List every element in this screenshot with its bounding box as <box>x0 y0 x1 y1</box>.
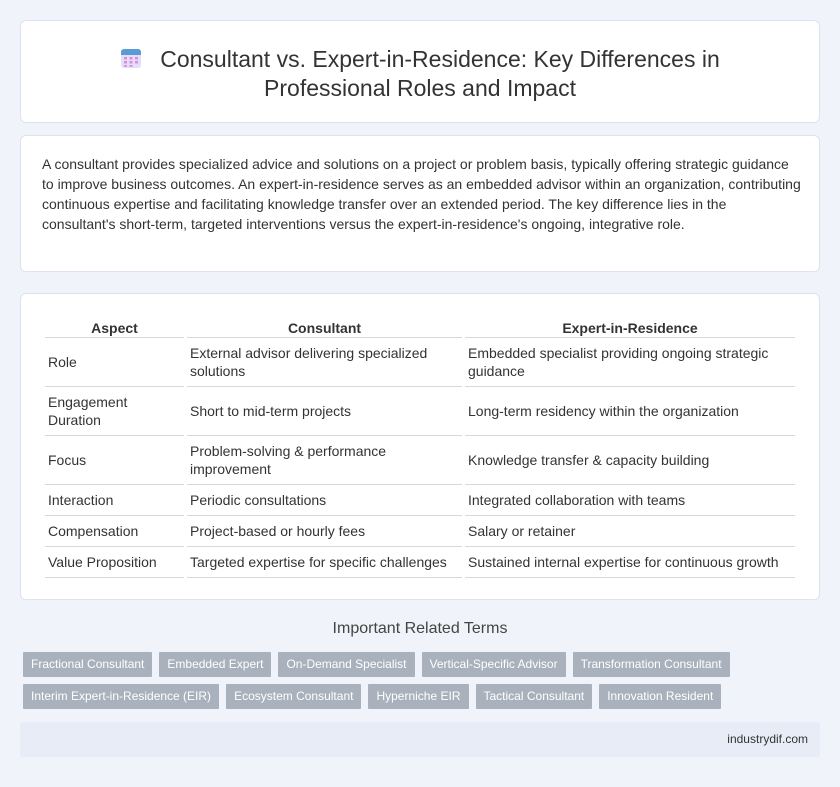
table-cell: Salary or retainer <box>465 516 795 547</box>
table-header-row <box>45 314 795 338</box>
table-cell: Problem-solving & performance improvement <box>187 436 462 485</box>
table-cell: Project-based or hourly fees <box>187 516 462 547</box>
comparison-table <box>42 314 798 578</box>
table-cell: Focus <box>45 436 184 485</box>
table-cell: External advisor delivering specialized solutions <box>187 338 462 387</box>
tag-fractional-consultant[interactable]: Fractional Consultant <box>23 652 152 677</box>
header-aspect: Aspect <box>45 314 184 338</box>
tag-ecosystem-consultant[interactable]: Ecosystem Consultant <box>226 684 361 709</box>
title-line-2: Professional Roles and Impact <box>264 75 576 101</box>
tag-tactical-consultant[interactable]: Tactical Consultant <box>476 684 593 709</box>
table-cell: Short to mid-term projects <box>187 387 462 436</box>
title-line-1: Consultant vs. Expert-in-Residence: Key Differences in <box>160 46 720 72</box>
table-cell: Role <box>45 338 184 387</box>
table-cell: Knowledge transfer & capacity building <box>465 436 795 485</box>
table-row <box>45 436 795 485</box>
table-cell: Compensation <box>45 516 184 547</box>
tag-interim-eir[interactable]: Interim Expert-in-Residence (EIR) <box>23 684 219 709</box>
footer <box>20 722 820 757</box>
intro-paragraph: A consultant provides specialized advice and solutions on a project or problem basis, typically offering strategic guidance to improve business outcomes. An expert-in-residence serves as an embedded advisor within an organization, contributing continuous expertise and facilitating knowledge transfer over an extended period. The key difference lies in the consultant's short-term, targeted interventions versus the expert-in-residence's ongoing, integrative role. <box>42 156 801 232</box>
page-title <box>21 45 819 103</box>
related-terms-title: Important Related Terms <box>332 620 508 637</box>
tag-transformation-consultant[interactable]: Transformation Consultant <box>573 652 730 677</box>
table-cell: Long-term residency within the organization <box>465 387 795 436</box>
header-consultant: Consultant <box>187 314 462 338</box>
tag-innovation-resident[interactable]: Innovation Resident <box>599 684 721 709</box>
tag-row-1 <box>23 652 823 677</box>
related-terms <box>23 652 823 716</box>
table-row <box>45 387 795 436</box>
table-cell: Integrated collaboration with teams <box>465 485 795 516</box>
table-row <box>45 547 795 578</box>
title-card <box>20 20 820 123</box>
header-expert: Expert-in-Residence <box>465 314 795 338</box>
table-cell: Embedded specialist providing ongoing strategic guidance <box>465 338 795 387</box>
table-cell: Engagement Duration <box>45 387 184 436</box>
tag-row-2 <box>23 684 823 709</box>
table-cell: Value Proposition <box>45 547 184 578</box>
comparison-card <box>20 293 820 600</box>
table-cell: Targeted expertise for specific challenges <box>187 547 462 578</box>
tag-embedded-expert[interactable]: Embedded Expert <box>159 652 271 677</box>
table-cell: Periodic consultations <box>187 485 462 516</box>
intro-card <box>20 135 820 272</box>
footer-site[interactable]: industrydif.com <box>727 732 808 746</box>
table-cell: Sustained internal expertise for continuous growth <box>465 547 795 578</box>
tag-hyperniche-eir[interactable]: Hyperniche EIR <box>368 684 468 709</box>
table-row <box>45 516 795 547</box>
table-row <box>45 338 795 387</box>
table-row <box>45 485 795 516</box>
tag-vertical-specific-advisor[interactable]: Vertical-Specific Advisor <box>422 652 566 677</box>
table-cell: Interaction <box>45 485 184 516</box>
calendar-icon <box>120 47 142 69</box>
tag-on-demand-specialist[interactable]: On-Demand Specialist <box>278 652 414 677</box>
